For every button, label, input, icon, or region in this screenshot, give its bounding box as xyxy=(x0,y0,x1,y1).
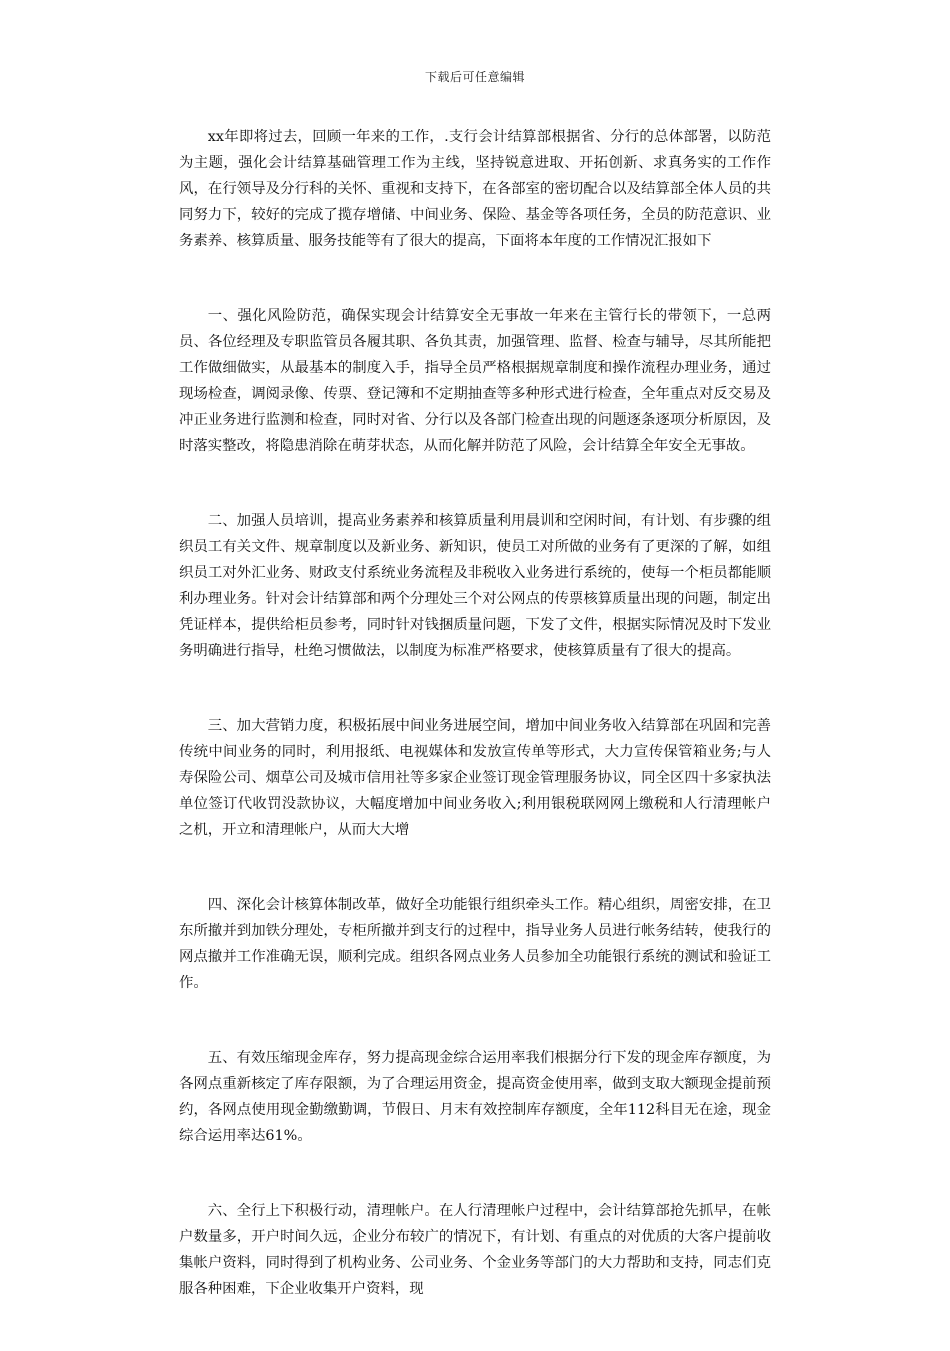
page-header-note: 下载后可任意编辑 xyxy=(424,70,525,84)
paragraph-section-5: 五、有效压缩现金库存，努力提高现金综合运用率我们根据分行下发的现金库存额度，为各网点重新核定了库存限额，为了合理运用资金，提高资金使用率，做到支取大额现金提前预约，各网点使用现金勤缴勤调，节假日、月末有效控制库存额度，全年112科目无在途，现金综合运用率达61%。 xyxy=(179,1050,771,1144)
paragraph-section-4: 四、深化会计核算体制改革，做好全功能银行组织牵头工作。精心组织，周密安排，在卫东所撤并到加铁分理处，专柜所撤并到支行的过程中，指导业务人员进行帐务结转，使我行的网点撤并工作准确无误，顺利完成。组织各网点业务人员参加全功能银行系统的测试和验证工作。 xyxy=(179,897,771,991)
paragraph-section-2: 二、加强人员培训，提高业务素养和核算质量利用晨训和空闲时间，有计划、有步骤的组织员工有关文件、规章制度以及新业务、新知识，使员工对所做的业务有了更深的了解，如组织员工对外汇业务、财政支付系统业务流程及非税收入业务进行系统的，使每一个柜员都能顺利办理业务。针对会计结算部和两个分理处三个对公网点的传票核算质量出现的问题，制定出凭证样本，提供给柜员参考，同时针对钱捆质量问题，下发了文件，根据实际情况及时下发业务明确进行指导，杜绝习惯做法，以制度为标准严格要求，使核算质量有了很大的提高。 xyxy=(179,513,771,659)
paragraph-section-3: 三、加大营销力度，积极拓展中间业务进展空间，增加中间业务收入结算部在巩固和完善传统中间业务的同时，利用报纸、电视媒体和发放宣传单等形式，大力宣传保管箱业务;与人寿保险公司、烟草公司及城市信用社等多家企业签订现金管理服务协议，同全区四十多家执法单位签订代收罚没款协议，大幅度增加中间业务收入;利用银税联网网上缴税和人行清理帐户之机，开立和清理帐户，从而大大增 xyxy=(179,718,771,838)
document-body xyxy=(179,124,771,1351)
paragraph-section-1: 一、强化风险防范，确保实现会计结算安全无事故一年来在主管行长的带领下，一总两员、各位经理及专职监管员各履其职、各负其责，加强管理、监督、检查与辅导，尽其所能把工作做细做实，从最基本的制度入手，指导全员严格根据规章制度和操作流程办理业务，通过现场检查，调阅录像、传票、登记簿和不定期抽查等多种形式进行检查，全年重点对反交易及冲正业务进行监测和检查，同时对省、分行以及各部门检查出现的问题逐条逐项分析原因，及时落实整改，将隐患消除在萌芽状态，从而化解并防范了风险，会计结算全年安全无事故。 xyxy=(179,308,771,454)
paragraph-intro: xx年即将过去，回顾一年来的工作，.支行会计结算部根据省、分行的总体部署，以防范为主题，强化会计结算基础管理工作为主线，坚持锐意进取、开拓创新、求真务实的工作作风，在行领导及分行科的关怀、重视和支持下，在各部室的密切配合以及结算部全体人员的共同努力下，较好的完成了揽存增储、中间业务、保险、基金等各项任务，全员的防范意识、业务素养、核算质量、服务技能等有了很大的提高，下面将本年度的工作情况汇报如下 xyxy=(179,129,771,249)
paragraph-section-6: 六、全行上下积极行动，清理帐户。在人行清理帐户过程中，会计结算部抢先抓早，在帐户数量多，开户时间久远，企业分布较广的情况下，有计划、有重点的对优质的大客户提前收集帐户资料，同时得到了机构业务、公司业务、个金业务等部门的大力帮助和支持，同志们克服各种困难，下企业收集开户资料，现 xyxy=(179,1203,771,1297)
